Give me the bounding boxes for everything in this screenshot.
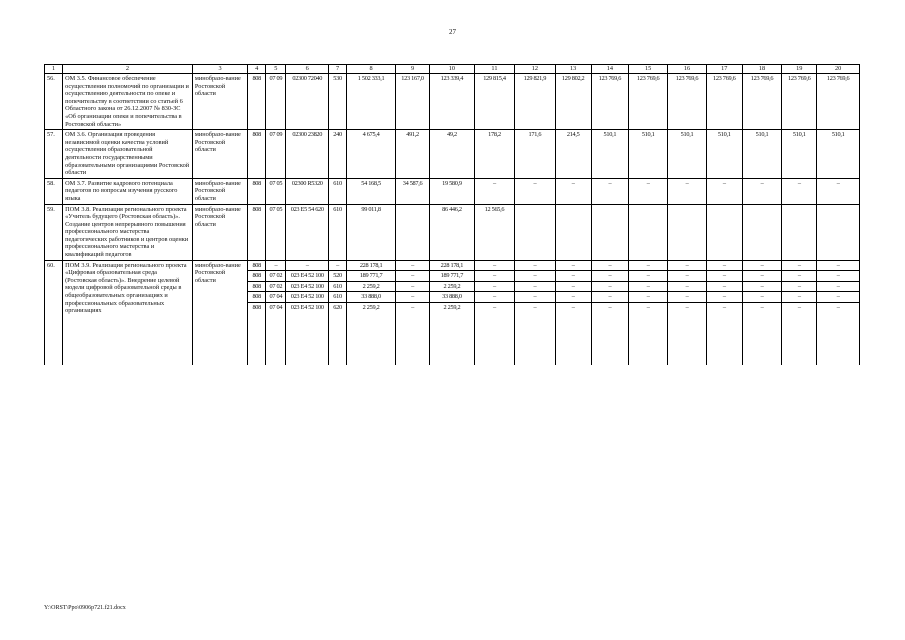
value-cell: 510,1 bbox=[668, 130, 706, 179]
value-cell: 33 888,0 bbox=[430, 292, 475, 303]
value-cell: 610 bbox=[329, 292, 347, 303]
value-cell: – bbox=[782, 303, 817, 366]
value-cell: 510,1 bbox=[706, 130, 742, 179]
value-cell: – bbox=[515, 271, 555, 282]
column-number: 7 bbox=[329, 65, 347, 74]
table-row bbox=[45, 74, 860, 130]
budget-table bbox=[44, 64, 860, 365]
value-cell bbox=[817, 204, 860, 260]
value-cell: – bbox=[629, 260, 668, 271]
column-number: 10 bbox=[430, 65, 475, 74]
value-cell: 610 bbox=[329, 178, 347, 204]
value-cell: – bbox=[396, 260, 430, 271]
value-cell: – bbox=[474, 178, 514, 204]
value-cell: 07 05 bbox=[266, 178, 286, 204]
value-cell: 808 bbox=[248, 74, 266, 130]
value-cell: – bbox=[742, 303, 781, 366]
column-number: 12 bbox=[515, 65, 555, 74]
value-cell: – bbox=[591, 303, 628, 366]
value-cell: – bbox=[474, 292, 514, 303]
value-cell: 07 02 bbox=[266, 271, 286, 282]
value-cell: 2 259,2 bbox=[430, 303, 475, 366]
value-cell: 171,6 bbox=[515, 130, 555, 179]
measure-name: ОМ 3.7. Развитие кадрового потенциала педагогов по вопросам изучения русского языка bbox=[63, 178, 193, 204]
row-index: 57. bbox=[45, 130, 63, 179]
value-cell bbox=[396, 204, 430, 260]
value-cell: 34 587,6 bbox=[396, 178, 430, 204]
value-cell: – bbox=[668, 281, 706, 292]
value-cell: – bbox=[266, 260, 286, 271]
value-cell: 49,2 bbox=[430, 130, 475, 179]
value-cell: – bbox=[591, 271, 628, 282]
value-cell: 123 167,0 bbox=[396, 74, 430, 130]
value-cell: – bbox=[474, 271, 514, 282]
value-cell: – bbox=[629, 303, 668, 366]
column-number: 20 bbox=[817, 65, 860, 74]
column-number: 19 bbox=[782, 65, 817, 74]
column-number: 18 bbox=[742, 65, 781, 74]
column-number: 13 bbox=[555, 65, 591, 74]
value-cell: 07 04 bbox=[266, 303, 286, 366]
value-cell: 023 Е4 52 100 bbox=[286, 292, 329, 303]
column-number: 6 bbox=[286, 65, 329, 74]
column-number: 17 bbox=[706, 65, 742, 74]
value-cell: – bbox=[782, 281, 817, 292]
value-cell bbox=[782, 204, 817, 260]
value-cell: 123 769,6 bbox=[817, 74, 860, 130]
value-cell: 189 771,7 bbox=[430, 271, 475, 282]
value-cell: – bbox=[396, 281, 430, 292]
executor-org: минобразо-вание Ростовской области bbox=[192, 74, 247, 130]
value-cell: 808 bbox=[248, 130, 266, 179]
value-cell: 610 bbox=[329, 281, 347, 292]
measure-name: ПОМ 3.9. Реализация регионального проекта «Цифровая образовательная среда (Ростовская область)». Внедрение целевой модели цифровой образовательной среды в общеобразовательных организациях и профессиональных образовательных организациях bbox=[63, 260, 193, 365]
column-number: 9 bbox=[396, 65, 430, 74]
value-cell: – bbox=[817, 292, 860, 303]
value-cell: – bbox=[668, 260, 706, 271]
value-cell: 510,1 bbox=[782, 130, 817, 179]
value-cell: 129 815,4 bbox=[474, 74, 514, 130]
value-cell: 12 565,6 bbox=[474, 204, 514, 260]
value-cell: 2 259,2 bbox=[430, 281, 475, 292]
value-cell: 510,1 bbox=[817, 130, 860, 179]
value-cell: 228 178,1 bbox=[430, 260, 475, 271]
value-cell: 33 888,0 bbox=[347, 292, 396, 303]
value-cell: – bbox=[817, 281, 860, 292]
value-cell: – bbox=[474, 303, 514, 366]
value-cell: – bbox=[668, 303, 706, 366]
executor-org: минобразо-вание Ростовской области bbox=[192, 178, 247, 204]
executor-org: минобразо-вание Ростовской области bbox=[192, 204, 247, 260]
column-number: 8 bbox=[347, 65, 396, 74]
value-cell: – bbox=[706, 271, 742, 282]
table-row bbox=[45, 178, 860, 204]
value-cell bbox=[668, 204, 706, 260]
value-cell: – bbox=[515, 260, 555, 271]
value-cell: 228 178,1 bbox=[347, 260, 396, 271]
value-cell: – bbox=[515, 178, 555, 204]
value-cell: – bbox=[817, 260, 860, 271]
value-cell: – bbox=[474, 281, 514, 292]
value-cell: – bbox=[742, 271, 781, 282]
value-cell bbox=[742, 204, 781, 260]
value-cell: 620 bbox=[329, 303, 347, 366]
row-index: 59. bbox=[45, 204, 63, 260]
value-cell: – bbox=[396, 303, 430, 366]
column-number-header bbox=[45, 65, 860, 74]
value-cell: 491,2 bbox=[396, 130, 430, 179]
value-cell: – bbox=[591, 178, 628, 204]
value-cell: – bbox=[668, 271, 706, 282]
column-number: 5 bbox=[266, 65, 286, 74]
value-cell: – bbox=[555, 260, 591, 271]
value-cell bbox=[555, 204, 591, 260]
value-cell: 510,1 bbox=[591, 130, 628, 179]
value-cell: – bbox=[396, 271, 430, 282]
value-cell: 123 339,4 bbox=[430, 74, 475, 130]
value-cell: 02300 R5320 bbox=[286, 178, 329, 204]
value-cell: 07 02 bbox=[266, 281, 286, 292]
value-cell: – bbox=[668, 292, 706, 303]
value-cell: – bbox=[591, 281, 628, 292]
value-cell: 023 Е4 52 100 bbox=[286, 271, 329, 282]
row-index: 58. bbox=[45, 178, 63, 204]
value-cell: – bbox=[629, 292, 668, 303]
value-cell: 129 821,9 bbox=[515, 74, 555, 130]
value-cell: 123 769,6 bbox=[782, 74, 817, 130]
value-cell: 02300 72040 bbox=[286, 74, 329, 130]
value-cell: 808 bbox=[248, 178, 266, 204]
value-cell: 07 04 bbox=[266, 292, 286, 303]
value-cell: – bbox=[555, 281, 591, 292]
column-number: 4 bbox=[248, 65, 266, 74]
value-cell: 123 769,6 bbox=[591, 74, 628, 130]
value-cell bbox=[629, 204, 668, 260]
measure-name: ОМ 3.5. Финансовое обеспечение осуществления полномочий по организации и осуществлению деятельности по опеке и попечительству в соответствии со статьей 6 Областного закона от 26.12.2007 № 830-ЗС «Об организации опеки и попечительства в Ростовской области» bbox=[63, 74, 193, 130]
value-cell: – bbox=[555, 292, 591, 303]
value-cell: – bbox=[668, 178, 706, 204]
value-cell: – bbox=[474, 260, 514, 271]
table-row bbox=[45, 260, 860, 271]
table-row bbox=[45, 204, 860, 260]
value-cell: – bbox=[817, 178, 860, 204]
value-cell: – bbox=[629, 281, 668, 292]
value-cell: – bbox=[555, 303, 591, 366]
value-cell: 07 09 bbox=[266, 130, 286, 179]
value-cell: 808 bbox=[248, 303, 266, 366]
column-number: 11 bbox=[474, 65, 514, 74]
value-cell: 2 259,2 bbox=[347, 303, 396, 366]
value-cell: 1 502 333,1 bbox=[347, 74, 396, 130]
value-cell: 99 011,8 bbox=[347, 204, 396, 260]
value-cell: – bbox=[329, 260, 347, 271]
value-cell: – bbox=[782, 178, 817, 204]
value-cell: 023 Е4 52 100 bbox=[286, 281, 329, 292]
value-cell: 07 05 bbox=[266, 204, 286, 260]
value-cell: 520 bbox=[329, 271, 347, 282]
executor-org: минобразо-вание Ростовской области bbox=[192, 260, 247, 365]
column-number: 15 bbox=[629, 65, 668, 74]
value-cell: 808 bbox=[248, 271, 266, 282]
value-cell: – bbox=[817, 303, 860, 366]
value-cell: – bbox=[515, 303, 555, 366]
column-number: 3 bbox=[192, 65, 247, 74]
measure-name: ПОМ 3.8. Реализация регионального проекта «Учитель будущего (Ростовская область)». Создание центров непрерывного повышения профессионального мастерства педагогических работников и центров оценки профессионального мастерства и квалификаций педагогов bbox=[63, 204, 193, 260]
page-number: 27 bbox=[449, 28, 456, 36]
value-cell: – bbox=[591, 292, 628, 303]
measure-name: ОМ 3.6. Организация проведения независимой оценки качества условий осуществления образовательной деятельности государственными образовательными организациями Ростовской области bbox=[63, 130, 193, 179]
value-cell: 023 Е5 54 620 bbox=[286, 204, 329, 260]
value-cell: – bbox=[555, 178, 591, 204]
value-cell: 123 769,6 bbox=[742, 74, 781, 130]
value-cell: – bbox=[515, 281, 555, 292]
value-cell: – bbox=[817, 271, 860, 282]
value-cell: 19 580,9 bbox=[430, 178, 475, 204]
value-cell: – bbox=[782, 271, 817, 282]
value-cell: 123 769,6 bbox=[706, 74, 742, 130]
value-cell: – bbox=[629, 178, 668, 204]
value-cell: – bbox=[629, 271, 668, 282]
value-cell: 178,2 bbox=[474, 130, 514, 179]
value-cell: – bbox=[555, 271, 591, 282]
value-cell: 86 446,2 bbox=[430, 204, 475, 260]
value-cell: 808 bbox=[248, 204, 266, 260]
value-cell: 123 769,6 bbox=[629, 74, 668, 130]
value-cell: 530 bbox=[329, 74, 347, 130]
value-cell bbox=[591, 204, 628, 260]
value-cell: 610 bbox=[329, 204, 347, 260]
value-cell: 07 09 bbox=[266, 74, 286, 130]
column-number: 16 bbox=[668, 65, 706, 74]
value-cell: – bbox=[706, 303, 742, 366]
value-cell: 808 bbox=[248, 281, 266, 292]
value-cell: 808 bbox=[248, 260, 266, 271]
value-cell bbox=[706, 204, 742, 260]
value-cell: 2 259,2 bbox=[347, 281, 396, 292]
value-cell: – bbox=[782, 260, 817, 271]
value-cell: – bbox=[742, 292, 781, 303]
value-cell: – bbox=[742, 260, 781, 271]
column-number: 14 bbox=[591, 65, 628, 74]
value-cell: – bbox=[742, 178, 781, 204]
value-cell: 240 bbox=[329, 130, 347, 179]
value-cell: 808 bbox=[248, 292, 266, 303]
file-path: Y:\ORST\Ppo\0906p721.f21.docx bbox=[44, 605, 126, 611]
value-cell: – bbox=[515, 292, 555, 303]
column-number: 1 bbox=[45, 65, 63, 74]
value-cell: 02300 23820 bbox=[286, 130, 329, 179]
value-cell: – bbox=[742, 281, 781, 292]
value-cell: 510,1 bbox=[742, 130, 781, 179]
value-cell: – bbox=[706, 178, 742, 204]
value-cell: – bbox=[396, 292, 430, 303]
value-cell: 189 771,7 bbox=[347, 271, 396, 282]
value-cell: 214,5 bbox=[555, 130, 591, 179]
value-cell: 54 168,5 bbox=[347, 178, 396, 204]
value-cell: – bbox=[591, 260, 628, 271]
value-cell: 129 802,2 bbox=[555, 74, 591, 130]
value-cell bbox=[515, 204, 555, 260]
value-cell: 023 Е4 52 100 bbox=[286, 303, 329, 366]
row-index: 60. bbox=[45, 260, 63, 365]
value-cell: – bbox=[706, 281, 742, 292]
value-cell: 4 675,4 bbox=[347, 130, 396, 179]
value-cell: – bbox=[286, 260, 329, 271]
row-index: 56. bbox=[45, 74, 63, 130]
value-cell: – bbox=[706, 260, 742, 271]
value-cell: – bbox=[782, 292, 817, 303]
value-cell: 123 769,6 bbox=[668, 74, 706, 130]
table-row bbox=[45, 130, 860, 179]
value-cell: 510,1 bbox=[629, 130, 668, 179]
value-cell: – bbox=[706, 292, 742, 303]
executor-org: минобразо-вание Ростовской области bbox=[192, 130, 247, 179]
column-number: 2 bbox=[63, 65, 193, 74]
